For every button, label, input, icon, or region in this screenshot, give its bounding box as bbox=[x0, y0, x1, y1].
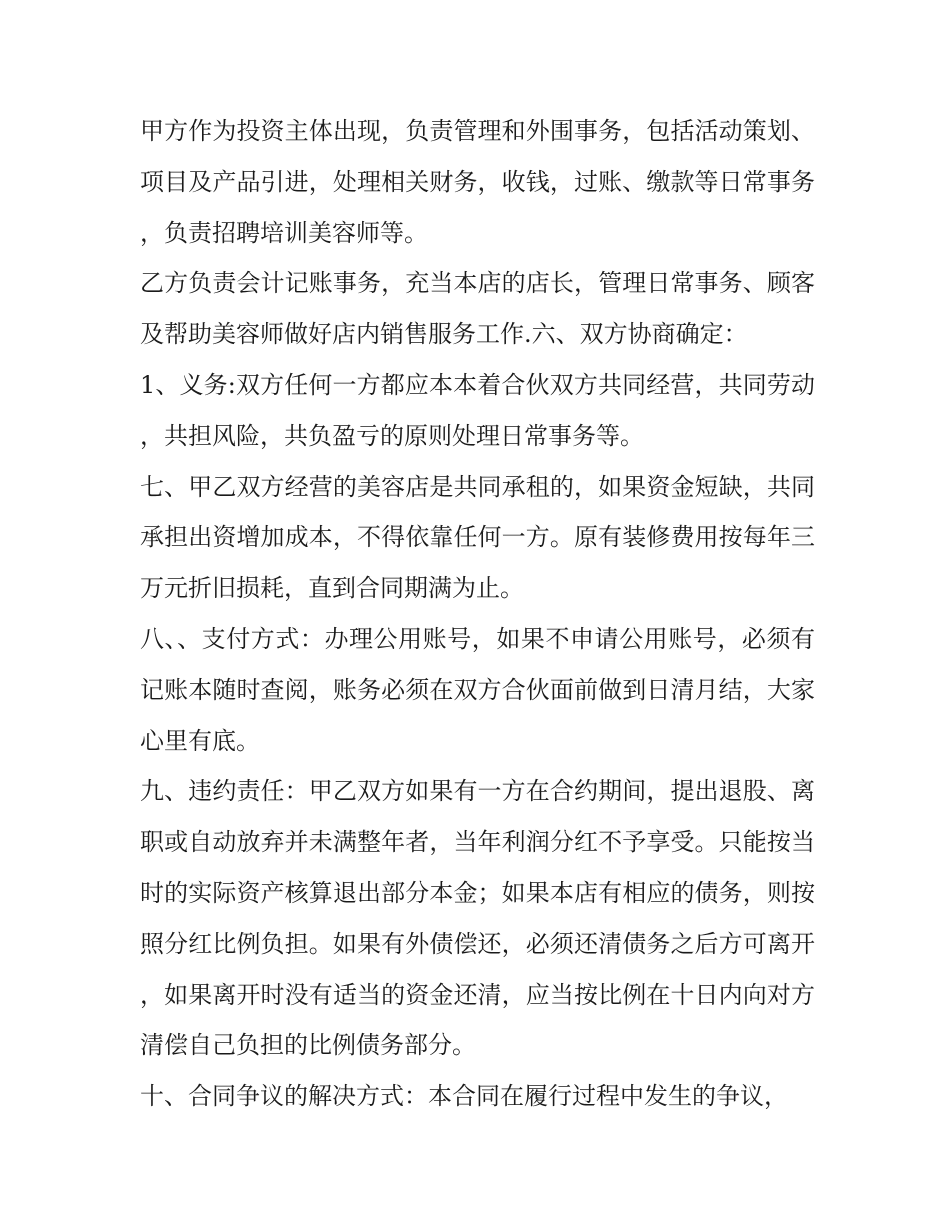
paragraph-obligations: 1、义务:双方任何一方都应本本着合伙双方共同经营，共同劳动，共担风险，共负盈亏的原则处理日常事务等。 bbox=[140, 370, 815, 450]
paragraph-duties-party-b: 乙方负责会计记账事务，充当本店的店长，管理日常事务、顾客及帮助美容师做好店内销售服务工作.六、双方协商确定： bbox=[140, 269, 815, 349]
document-body bbox=[140, 106, 815, 1122]
paragraph-section-9: 九、违约责任：甲乙双方如果有一方在合约期间，提出退股、离职或自动放弃并未满整年者，当年利润分红不予享受。只能按当时的实际资产核算退出部分本金；如果本店有相应的债务，则按照分红比例负担。如果有外债偿还，必须还清债务之后方可离开，如果离开时没有适当的资金还清，应当按比例在十日内向对方清偿自己负担的比例债务部分。 bbox=[140, 777, 815, 1060]
paragraph-section-8: 八、、支付方式：办理公用账号，如果不申请公用账号，必须有记账本随时查阅，账务必须在双方合伙面前做到日清月结，大家心里有底。 bbox=[140, 624, 815, 755]
paragraph-section-7: 七、甲乙双方经营的美容店是共同承租的，如果资金短缺，共同承担出资增加成本，不得依靠任何一方。原有装修费用按每年三万元折旧损耗，直到合同期满为止。 bbox=[140, 472, 815, 603]
paragraph-duties-party-a: 甲方作为投资主体出现，负责管理和外围事务，包括活动策划、项目及产品引进，处理相关财务，收钱，过账、缴款等日常事务，负责招聘培训美容师等。 bbox=[140, 117, 815, 247]
paragraph-section-10: 十、合同争议的解决方式：本合同在履行过程中发生的争议， bbox=[140, 1082, 788, 1111]
